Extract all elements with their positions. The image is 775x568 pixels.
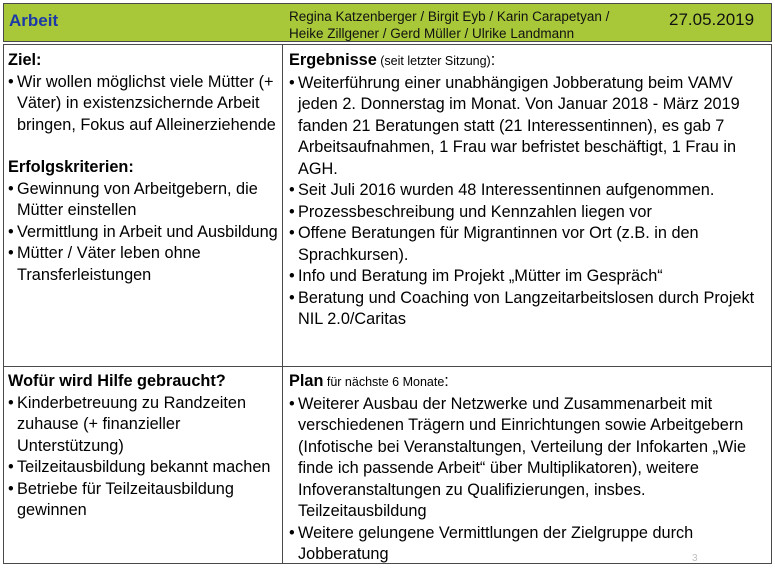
ergebnisse-heading: Ergebnisse: [289, 51, 377, 69]
list-item: • Mütter / Väter leben ohne Transferleistungen: [8, 243, 278, 286]
content-table: [3, 44, 772, 564]
list-item: • Teilzeitausbildung bekannt machen: [8, 457, 278, 479]
list-item: • Offene Beratungen für Migrantinnen vor Ort (z.B. in den Sprachkursen).: [289, 223, 767, 266]
plan-heading: Plan: [289, 372, 324, 390]
goal-cell: [8, 50, 278, 286]
column-divider: [282, 45, 283, 563]
plan-subheading: für nächste 6 Monate: [323, 375, 445, 389]
list-item: • Info und Beratung im Projekt „Mütter im Gespräch“: [289, 266, 767, 288]
erfolgskriterien-heading: Erfolgskriterien:: [8, 158, 134, 176]
results-cell: [289, 50, 767, 331]
row-divider: [4, 366, 771, 367]
page-number: 3: [692, 553, 698, 564]
plan-colon: :: [444, 372, 449, 390]
hilfe-heading: Wofür wird Hilfe gebraucht?: [8, 372, 226, 390]
erfolgskriterien-list: [8, 179, 278, 287]
list-item: • Weiterer Ausbau der Netzwerke und Zusammenarbeit mit verschiedenen Trägern und Einrichtungen sowie Arbeitgebern (Infotische bei Veranstaltungen, Verteilung der Infokarten „Wie finde ich passende Arbeit“ über Multiplikatoren), weitere Infoveranstaltungen zu Qualifizierungen, insbes. Teilzeitausbildung: [289, 394, 767, 523]
ergebnisse-subheading: (seit letzter Sitzung): [376, 54, 491, 68]
list-item: • Wir wollen möglichst viele Mütter (+ Väter) in existenzsichernde Arbeit bringen, Fokus auf Alleinerziehende: [8, 72, 278, 137]
plan-heading-line: [289, 371, 767, 394]
header-bar: [3, 3, 772, 42]
list-item: • Vermittlung in Arbeit und Ausbildung: [8, 222, 278, 244]
list-item: • Beratung und Coaching von Langzeitarbeitslosen durch Projekt NIL 2.0/Caritas: [289, 288, 767, 331]
ergebnisse-heading-line: [289, 50, 767, 73]
ergebnisse-list: [289, 73, 767, 331]
authors-line-2: Heike Zillgener / Gerd Müller / Ulrike Landmann: [289, 26, 575, 41]
list-item: • Kinderbetreuung zu Randzeiten zuhause (+ finanzieller Unterstützung): [8, 393, 278, 458]
list-item: • Weitere gelungene Vermittlungen der Zielgruppe durch Jobberatung: [289, 523, 767, 566]
list-item: • Betriebe für Teilzeitausbildung gewinnen: [8, 479, 278, 522]
hilfe-list: [8, 393, 278, 522]
ergebnisse-colon: :: [490, 51, 496, 69]
list-item: • Prozessbeschreibung und Kennzahlen liegen vor: [289, 202, 767, 224]
date: 27.05.2019: [669, 10, 755, 29]
plan-cell: [289, 371, 767, 566]
list-item: • Seit Juli 2016 wurden 48 Interessentinnen aufgenommen.: [289, 180, 767, 202]
list-item: • Gewinnung von Arbeitgebern, die Mütter einstellen: [8, 179, 278, 222]
ziel-list: [8, 72, 278, 137]
help-cell: [8, 371, 278, 522]
authors-line-1: Regina Katzenberger / Birgit Eyb / Karin Carapetyan /: [289, 9, 610, 24]
page-title: Arbeit: [9, 11, 59, 30]
plan-list: [289, 394, 767, 566]
ziel-heading: Ziel:: [8, 51, 42, 69]
authors: [289, 8, 609, 42]
list-item: • Weiterführung einer unabhängigen Jobberatung beim VAMV jeden 2. Donnerstag im Monat. Von Januar 2018 - März 2019 fanden 21 Beratungen statt (21 Interessentinnen), es gab 7 Arbeitsaufnahmen, 1 Frau war befristet beschäftigt, 1 Frau in AGH.: [289, 73, 767, 181]
